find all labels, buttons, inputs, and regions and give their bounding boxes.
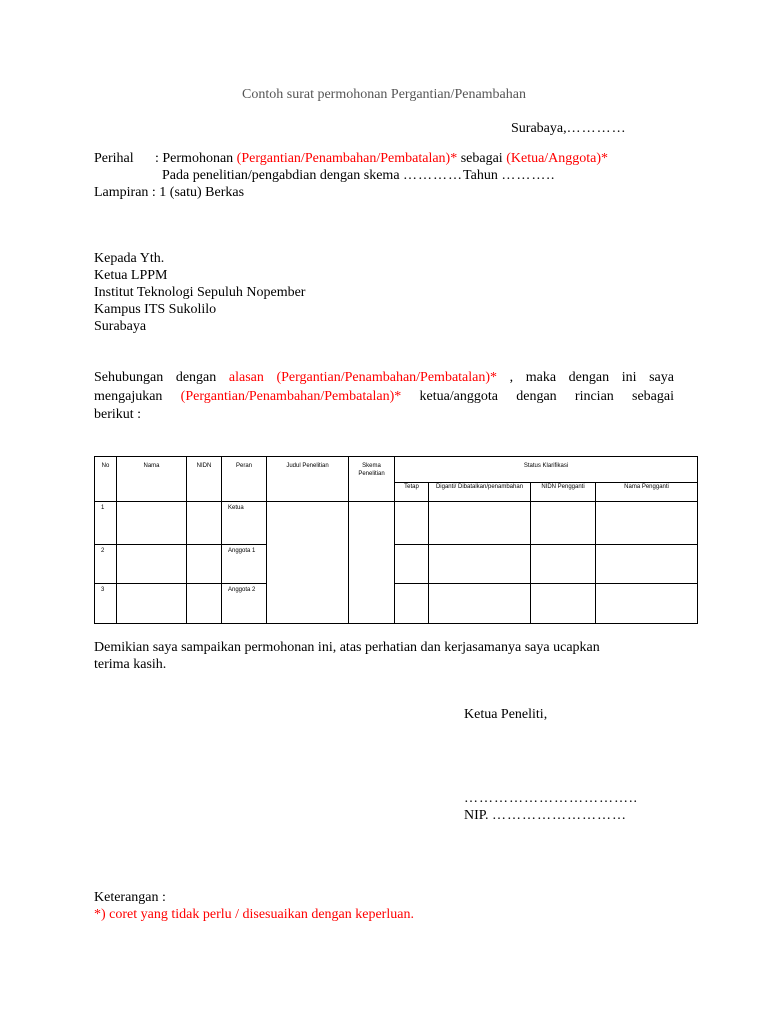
- signature-name-placeholder: ……………………………..: [464, 791, 638, 806]
- cell-tetap: [395, 502, 429, 545]
- header-judul-penelitian: Judul Penelitian: [267, 457, 349, 502]
- year-placeholder: ………..: [501, 168, 556, 183]
- note-text: *) coret yang tidak perlu / disesuaikan dengan keperluan.: [94, 907, 414, 922]
- header-diganti: Diganti/ Dibatalkan/penambahan: [429, 483, 531, 502]
- scheme-placeholder: …………: [403, 168, 464, 183]
- cell-nama-pengganti: [596, 545, 698, 584]
- table-row: [95, 545, 698, 584]
- perihal-colon: :: [155, 151, 159, 166]
- cell-peran: Anggota 2: [222, 584, 267, 624]
- recipient-line: Kepada Yth.: [94, 251, 165, 266]
- header-nama-pengganti: Nama Pengganti: [596, 483, 698, 502]
- cell-nidn-pengganti: [531, 502, 596, 545]
- header-nidn: NIDN: [187, 457, 222, 502]
- body-text: , maka dengan ini saya: [497, 370, 674, 385]
- perihal-red-option-1: (Pergantian/Penambahan/Pembatalan)*: [236, 151, 458, 166]
- closing-line-2: terima kasih.: [94, 657, 167, 672]
- body-line-2: [94, 390, 674, 404]
- perihal-red-option-2: (Ketua/Anggota)*: [506, 151, 609, 166]
- cell-nidn: [187, 502, 222, 545]
- cell-peran: Anggota 1: [222, 545, 267, 584]
- cell-nama-pengganti: [596, 502, 698, 545]
- recipient-line: Surabaya: [94, 319, 147, 334]
- header-status-klarifikasi: Status Klarifikasi: [395, 457, 698, 483]
- document-title: Contoh surat permohonan Pergantian/Penambahan: [242, 87, 526, 102]
- table-row: [95, 584, 698, 624]
- header-nidn-pengganti: NIDN Pengganti: [531, 483, 596, 502]
- perihal-label: Perihal: [94, 151, 134, 166]
- cell-no: 3: [95, 584, 117, 624]
- cell-tetap: [395, 584, 429, 624]
- perihal-line-2: [162, 169, 555, 183]
- year-label: Tahun: [463, 168, 502, 183]
- cell-diganti: [429, 584, 531, 624]
- cell-nidn: [187, 545, 222, 584]
- date-placeholder: …………: [566, 121, 627, 136]
- cell-no: 2: [95, 545, 117, 584]
- body-text: ketua/anggota dengan rincian sebagai: [401, 389, 674, 404]
- cell-skema-penelitian: [349, 502, 395, 624]
- cell-nama: [117, 545, 187, 584]
- perihal-text-1: Permohonan: [162, 151, 237, 166]
- signature-title: Ketua Peneliti,: [464, 707, 548, 722]
- table-row: [95, 502, 698, 545]
- body-line-3: berikut :: [94, 407, 142, 422]
- recipient-line: Ketua LPPM: [94, 268, 168, 283]
- cell-nidn: [187, 584, 222, 624]
- personnel-table: [94, 456, 697, 623]
- header-nama: Nama: [117, 457, 187, 502]
- header-skema-penelitian: Skema Penelitian: [349, 457, 395, 502]
- body-red-reason: alasan (Pergantian/Penambahan/Pembatalan)*: [228, 370, 498, 385]
- header-tetap: Tetap: [395, 483, 429, 502]
- perihal-scheme-text: Pada penelitian/pengabdian dengan skema: [162, 168, 404, 183]
- cell-diganti: [429, 502, 531, 545]
- recipient-line: Kampus ITS Sukolilo: [94, 302, 217, 317]
- header-peran: Peran: [222, 457, 267, 502]
- perihal-line-1: [155, 152, 608, 166]
- nip-label: NIP.: [464, 808, 493, 823]
- body-line-1: [94, 371, 674, 385]
- cell-judul-penelitian: [267, 502, 349, 624]
- perihal-text-2: sebagai: [457, 151, 507, 166]
- cell-no: 1: [95, 502, 117, 545]
- note-label: Keterangan :: [94, 890, 166, 905]
- recipient-line: Institut Teknologi Sepuluh Nopember: [94, 285, 306, 300]
- header-no: No: [95, 457, 117, 502]
- lampiran-line: Lampiran : 1 (satu) Berkas: [94, 185, 245, 200]
- closing-line-1: Demikian saya sampaikan permohonan ini, atas perhatian dan kerjasamanya saya ucapkan: [94, 640, 600, 655]
- body-text: mengajukan: [94, 389, 181, 404]
- body-red-option: (Pergantian/Penambahan/Pembatalan)*: [180, 389, 402, 404]
- cell-nidn-pengganti: [531, 545, 596, 584]
- cell-peran: Ketua: [222, 502, 267, 545]
- cell-nama-pengganti: [596, 584, 698, 624]
- place-city: Surabaya,: [511, 121, 567, 136]
- cell-tetap: [395, 545, 429, 584]
- cell-nama: [117, 502, 187, 545]
- body-text: Sehubungan dengan: [94, 370, 229, 385]
- cell-diganti: [429, 545, 531, 584]
- cell-nidn-pengganti: [531, 584, 596, 624]
- cell-nama: [117, 584, 187, 624]
- nip-line: [464, 809, 627, 823]
- place-date: [511, 122, 627, 136]
- nip-placeholder: ………………………: [492, 808, 628, 823]
